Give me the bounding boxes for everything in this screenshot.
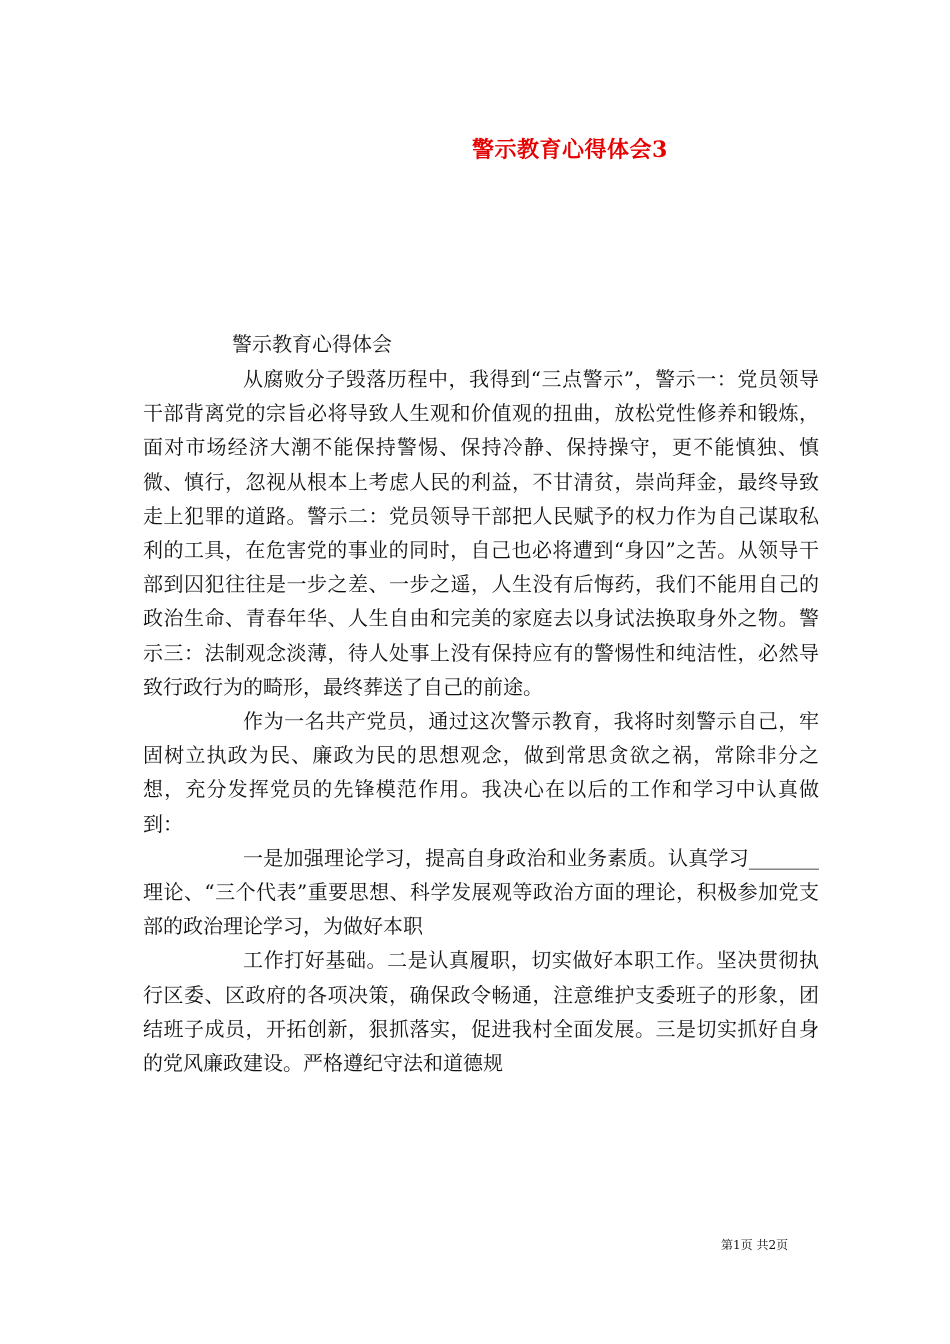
paragraph-duty: 工作打好基础。二是认真履职，切实做好本职工作。坚决贯彻执行区委、区政府的各项决策，确保政令畅通，注意维护支委班子的形象，团结班子成员，开拓创新，狠抓落实，促进我村全面发展。三是切实抓好自身的党风廉政建设。严格遵纪守法和道德规 — [143, 948, 819, 1076]
paragraph-warnings: 从腐败分子毁落历程中，我得到“三点警示”，警示一：党员领导干部背离党的宗旨必将导致人生观和价值观的扭曲，放松党性修养和锻炼，面对市场经济大潮不能保持警惕、保持冷静、保持操守，更不能慎独、慎微、慎行，忽视从根本上考虑人民的利益，不甘清贫，崇尚拜金，最终导致走上犯罪的道路。警示二：党员领导干部把人民赋予的权力作为自己谋取私利的工具，在危害党的事业的同时，自己也必将遭到“身囚”之苦。从领导干部到囚犯往往是一步之差、一步之遥，人生没有后悔药，我们不能用自己的政治生命、青春年华、人生自由和完美的家庭去以身试法换取身外之物。警示三：法制观念淡薄，待人处事上没有保持应有的警惕性和纯洁性，必然导致行政行为的畸形，最终葬送了自己的前途。 — [143, 367, 819, 699]
paragraph-study: 一是加强理论学习，提高自身政治和业务素质。认真学习_______理论、“三个代表”重要思想、科学发展观等政治方面的理论，积极参加党支部的政治理论学习，为做好本职 — [143, 845, 819, 939]
document-title: 警示教育心得体会3 — [472, 137, 668, 163]
document-subtitle: 警示教育心得体会 — [232, 332, 392, 356]
page-number-footer: 第1页 共2页 — [721, 1238, 789, 1252]
paragraph-resolve: 作为一名共产党员，通过这次警示教育，我将时刻警示自己，牢固树立执政为民、廉政为民的思想观念，做到常思贪欲之祸，常除非分之想，充分发挥党员的先锋模范作用。我决心在以后的工作和学习中认真做到： — [143, 709, 819, 836]
document-body — [143, 362, 819, 1080]
